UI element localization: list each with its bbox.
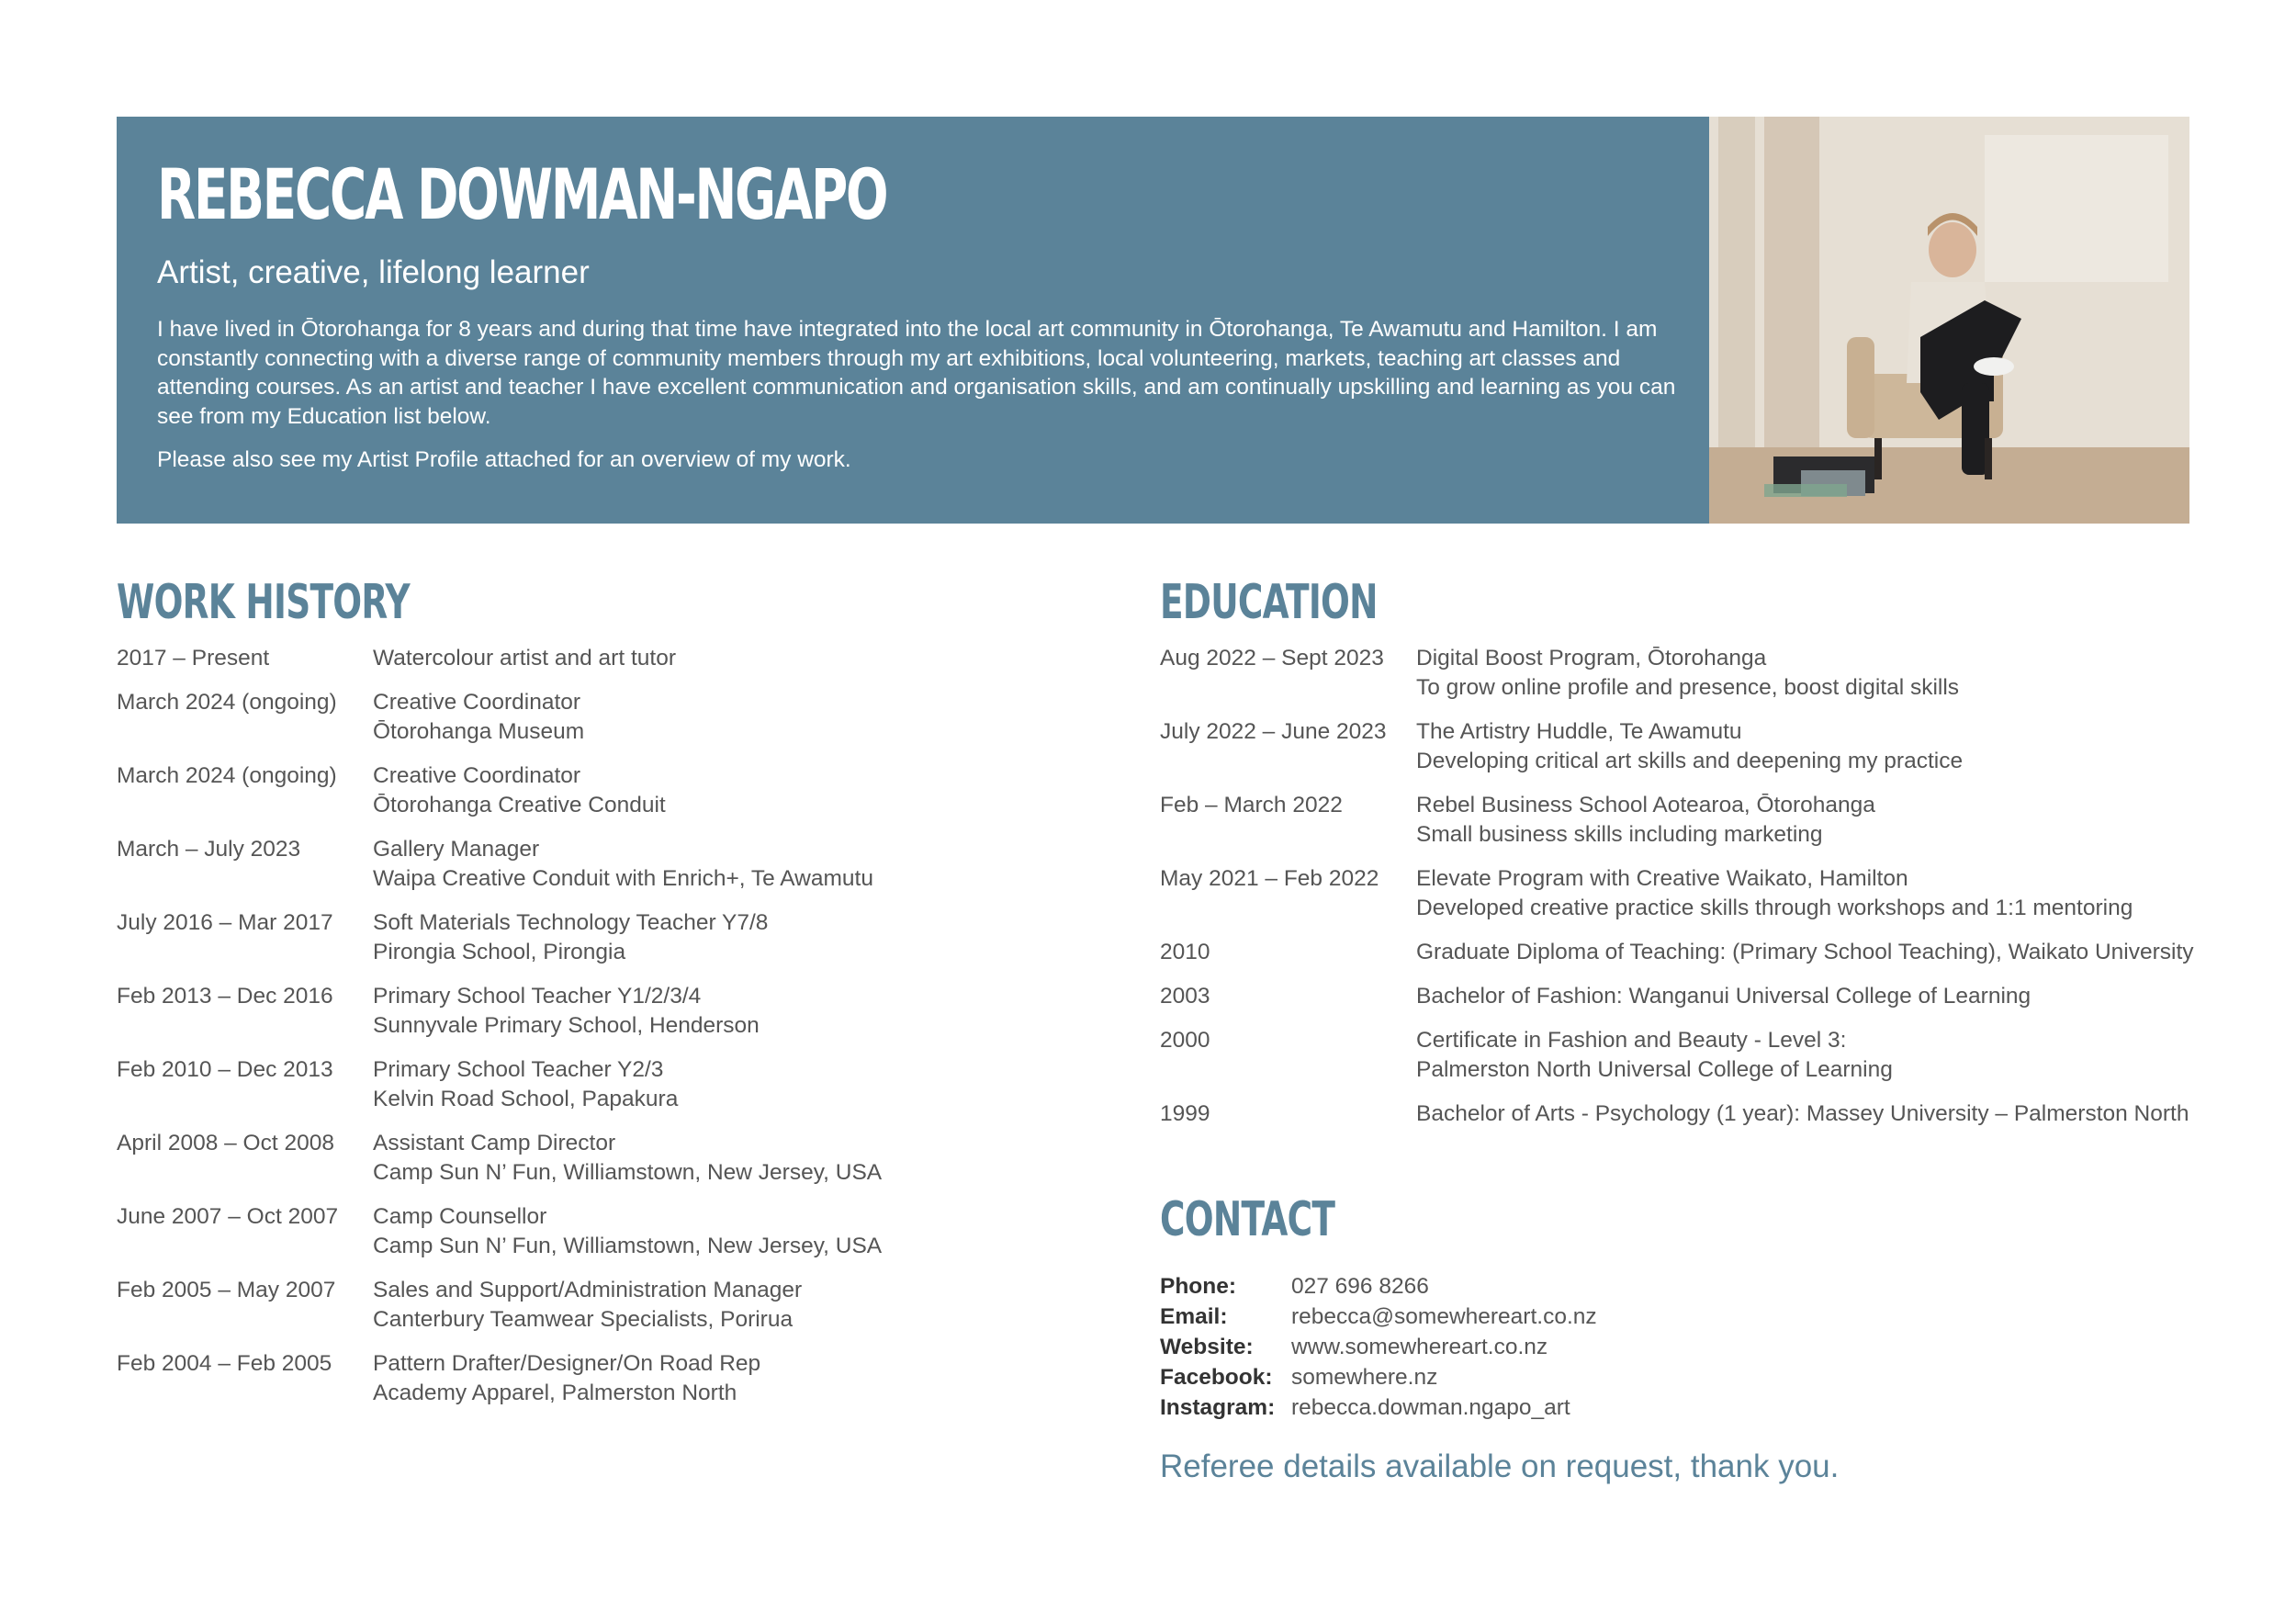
entry-line-2: Canterbury Teamwear Specialists, Porirua	[373, 1307, 793, 1332]
list-item	[117, 908, 1109, 967]
entry-description	[373, 688, 1109, 747]
entry-date: Feb 2013 – Dec 2016	[117, 984, 333, 1009]
page-title: REBECCA DOWMAN-NGAPO	[157, 153, 887, 235]
entry-description	[1416, 717, 2198, 776]
entry-date: April 2008 – Oct 2008	[117, 1131, 334, 1155]
entry-description	[1416, 1099, 2198, 1129]
list-item	[117, 835, 1109, 894]
list-item	[1160, 982, 2198, 1011]
list-item	[1160, 938, 2198, 967]
contact-value[interactable]: 027 696 8266	[1291, 1274, 1429, 1299]
portrait-illustration	[1709, 117, 2189, 524]
work-history-heading: WORK HISTORY	[117, 575, 410, 630]
entry-line-1: Primary School Teacher Y2/3	[373, 1057, 664, 1082]
entry-line-2: Academy Apparel, Palmerston North	[373, 1381, 737, 1405]
work-history-list	[117, 644, 1109, 1423]
entry-line-1: Bachelor of Fashion: Wanganui Universal College of Learning	[1416, 984, 2032, 1009]
entry-line-1: The Artistry Huddle, Te Awamutu	[1416, 719, 1742, 744]
list-item	[1160, 864, 2198, 923]
entry-description	[373, 835, 1109, 894]
contact-value[interactable]: somewhere.nz	[1291, 1365, 1438, 1390]
entry-line-2: Camp Sun N’ Fun, Williamstown, New Jersey, USA	[373, 1160, 883, 1185]
entry-date: May 2021 – Feb 2022	[1160, 866, 1379, 891]
entry-line-1: Soft Materials Technology Teacher Y7/8	[373, 910, 769, 935]
list-item	[117, 1202, 1109, 1261]
contact-row	[1160, 1362, 1986, 1392]
entry-date: Feb 2004 – Feb 2005	[117, 1351, 332, 1376]
list-item	[117, 1129, 1109, 1188]
list-item	[117, 761, 1109, 820]
contact-value[interactable]: rebecca@somewhereart.co.nz	[1291, 1304, 1597, 1329]
entry-date: Feb 2010 – Dec 2013	[117, 1057, 333, 1082]
header-text	[157, 153, 1700, 475]
entry-line-2: To grow online profile and presence, boost digital skills	[1416, 675, 1960, 700]
entry-date: 2017 – Present	[117, 646, 270, 671]
contact-list	[1160, 1271, 1986, 1423]
list-item	[1160, 717, 2198, 776]
entry-description	[1416, 644, 2198, 703]
list-item	[117, 688, 1109, 747]
entry-line-1: Certificate in Fashion and Beauty - Level 3:	[1416, 1028, 1847, 1053]
education-heading: EDUCATION	[1160, 575, 1378, 630]
entry-date: March 2024 (ongoing)	[117, 763, 337, 788]
intro-paragraph: I have lived in Ōtorohanga for 8 years and during that time have integrated into the local art community in Ōtorohanga, Te Awamutu and Hamilton. I am constantly connecting with a diverse range of community members through my art exhibitions, local volunteering, markets, teaching art classes and attending courses. As an artist and teacher I have excellent communication and organisation skills, and am continually upskilling and learning as you can see from my Education list below.	[157, 317, 1676, 429]
entry-date: 2003	[1160, 984, 1210, 1009]
entry-description	[373, 644, 1109, 673]
entry-date: July 2022 – June 2023	[1160, 719, 1387, 744]
entry-line-1: Creative Coordinator	[373, 763, 581, 788]
entry-description	[373, 1202, 1109, 1261]
intro-note: Please also see my Artist Profile attached for an overview of my work.	[157, 447, 851, 472]
entry-line-1: Rebel Business School Aotearoa, Ōtorohanga	[1416, 793, 1875, 817]
tagline: Artist, creative, lifelong learner	[157, 254, 590, 290]
entry-date: July 2016 – Mar 2017	[117, 910, 333, 935]
list-item	[117, 982, 1109, 1041]
list-item	[117, 1276, 1109, 1335]
contact-label: Website:	[1160, 1335, 1254, 1359]
list-item	[117, 1055, 1109, 1114]
entry-line-1: Watercolour artist and art tutor	[373, 646, 676, 671]
referee-note: Referee details available on request, thank you.	[1160, 1448, 1840, 1484]
entry-description	[1416, 864, 2198, 923]
entry-date: 2010	[1160, 940, 1210, 964]
contact-label: Facebook:	[1160, 1365, 1273, 1390]
header-banner	[117, 117, 2189, 524]
entry-line-1: Graduate Diploma of Teaching: (Primary School Teaching), Waikato University	[1416, 940, 2194, 964]
entry-line-1: Creative Coordinator	[373, 690, 581, 715]
entry-line-1: Primary School Teacher Y1/2/3/4	[373, 984, 702, 1009]
entry-line-2: Ōtorohanga Museum	[373, 719, 585, 744]
entry-date: 1999	[1160, 1101, 1210, 1126]
contact-value[interactable]: rebecca.dowman.ngapo_art	[1291, 1395, 1570, 1420]
entry-line-1: Pattern Drafter/Designer/On Road Rep	[373, 1351, 761, 1376]
entry-line-1: Bachelor of Arts - Psychology (1 year): Massey University – Palmerston North	[1416, 1101, 2189, 1126]
contact-label: Phone:	[1160, 1274, 1237, 1299]
entry-line-2: Sunnyvale Primary School, Henderson	[373, 1013, 760, 1038]
contact-label: Email:	[1160, 1304, 1228, 1329]
contact-heading: CONTACT	[1160, 1192, 1335, 1247]
entry-line-2: Kelvin Road School, Papakura	[373, 1087, 679, 1111]
entry-line-2: Camp Sun N’ Fun, Williamstown, New Jersey, USA	[373, 1234, 883, 1258]
entry-line-1: Digital Boost Program, Ōtorohanga	[1416, 646, 1767, 671]
contact-value[interactable]: www.somewhereart.co.nz	[1291, 1335, 1548, 1359]
contact-label: Instagram:	[1160, 1395, 1276, 1420]
contact-row	[1160, 1392, 1986, 1423]
entry-line-2: Ōtorohanga Creative Conduit	[373, 793, 666, 817]
entry-line-2: Palmerston North Universal College of Learning	[1416, 1057, 1893, 1082]
entry-line-1: Elevate Program with Creative Waikato, Hamilton	[1416, 866, 1908, 891]
entry-line-2: Pirongia School, Pirongia	[373, 940, 626, 964]
entry-description	[1416, 982, 2198, 1011]
entry-description	[373, 1129, 1109, 1188]
entry-description	[373, 1349, 1109, 1408]
entry-date: Feb – March 2022	[1160, 793, 1343, 817]
entry-date: March 2024 (ongoing)	[117, 690, 337, 715]
contact-row	[1160, 1302, 1986, 1332]
list-item	[117, 1349, 1109, 1408]
education-list	[1160, 644, 2198, 1144]
entry-date: 2000	[1160, 1028, 1210, 1053]
entry-line-2: Small business skills including marketing	[1416, 822, 1823, 847]
entry-line-2: Developing critical art skills and deepening my practice	[1416, 749, 1964, 773]
entry-description	[373, 761, 1109, 820]
entry-description	[373, 1055, 1109, 1114]
entry-line-1: Camp Counsellor	[373, 1204, 547, 1229]
entry-description	[373, 982, 1109, 1041]
entry-date: Aug 2022 – Sept 2023	[1160, 646, 1384, 671]
entry-description	[373, 1276, 1109, 1335]
entry-date: Feb 2005 – May 2007	[117, 1278, 336, 1302]
entry-line-2: Developed creative practice skills through workshops and 1:1 mentoring	[1416, 896, 2133, 920]
portrait-photo	[1709, 117, 2189, 524]
contact-row	[1160, 1332, 1986, 1362]
entry-description	[1416, 938, 2198, 967]
entry-line-1: Assistant Camp Director	[373, 1131, 616, 1155]
entry-description	[1416, 1026, 2198, 1085]
list-item	[117, 644, 1109, 673]
entry-line-1: Gallery Manager	[373, 837, 540, 862]
list-item	[1160, 644, 2198, 703]
contact-row	[1160, 1271, 1986, 1302]
entry-line-2: Waipa Creative Conduit with Enrich+, Te Awamutu	[373, 866, 873, 891]
entry-date: March – July 2023	[117, 837, 301, 862]
list-item	[1160, 1026, 2198, 1085]
list-item	[1160, 791, 2198, 850]
entry-description	[373, 908, 1109, 967]
list-item	[1160, 1099, 2198, 1129]
entry-line-1: Sales and Support/Administration Manager	[373, 1278, 803, 1302]
entry-description	[1416, 791, 2198, 850]
entry-date: June 2007 – Oct 2007	[117, 1204, 339, 1229]
